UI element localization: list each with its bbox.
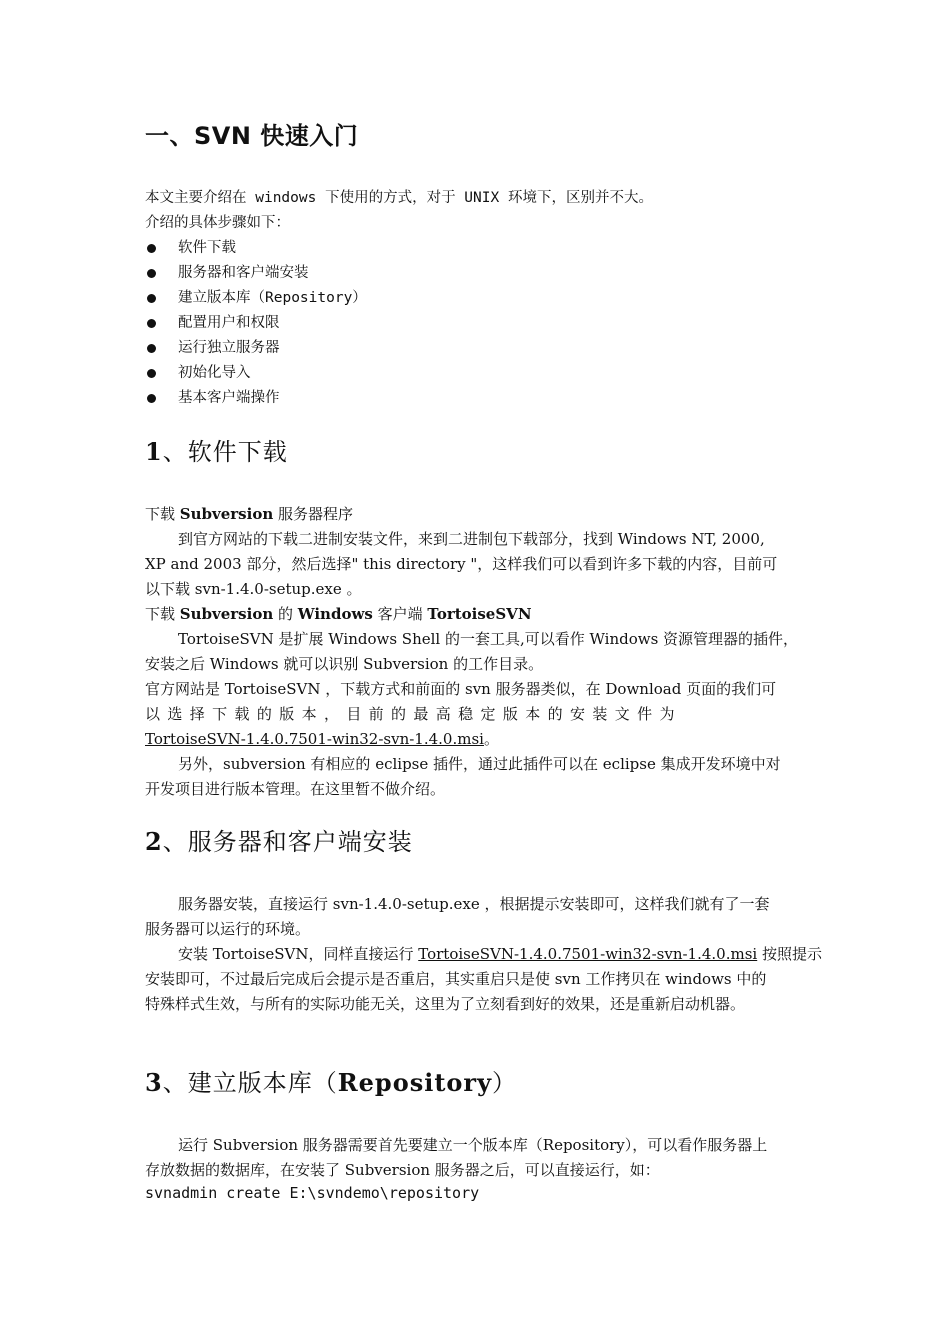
bullet-icon	[147, 394, 156, 403]
s2-para-2-line-2: 安装即可，不过最后完成后会提示是否重启，其实重启只是使 svn 工作拷贝在 windows 中的	[145, 970, 767, 988]
s1-download-server: 下载 Subversion 服务器程序	[145, 505, 354, 523]
s1-para-2-line-2: XP and 2003 部分，然后选择" this directory "，这样我们可以看到许多下载的内容，目前可	[145, 555, 778, 573]
intro-line-1: 本文主要介绍在 windows 下使用的方式，对于 UNIX 环境下，区别并不大。	[145, 190, 653, 206]
bullet-icon	[147, 319, 156, 328]
section-1-heading: 1、软件下载	[145, 437, 288, 466]
tortoisesvn-msi-link-2[interactable]: TortoiseSVN-1.4.0.7501-win32-svn-1.4.0.msi	[418, 945, 758, 963]
bullet-icon	[147, 244, 156, 253]
s2-para-2-line-3: 特殊样式生效，与所有的实际功能无关，这里为了立刻看到好的效果，还是重新启动机器。	[145, 995, 746, 1013]
s2-para-2-line-1: 安装 TortoiseSVN，同样直接运行 TortoiseSVN-1.4.0.7501-win32-svn-1.4.0.msi 按照提示	[178, 945, 822, 963]
s1-para-2-line-3: 以下载 svn-1.4.0-setup.exe 。	[145, 580, 362, 598]
s1-para-5-line-3: TortoiseSVN-1.4.0.7501-win32-svn-1.4.0.msi。	[145, 730, 499, 748]
bullet-icon	[147, 369, 156, 378]
s1-download-client: 下载 Subversion 的 Windows 客户端 TortoiseSVN	[145, 605, 532, 623]
section-2-heading: 2、服务器和客户端安装	[145, 827, 413, 856]
s1-para-4-line-1: TortoiseSVN 是扩展 Windows Shell 的一套工具,可以看作 Windows 资源管理器的插件，	[178, 630, 799, 648]
s3-para-1-line-2: 存放数据的数据库，在安装了 Subversion 服务器之后，可以直接运行，如：	[145, 1161, 660, 1179]
s1-para-2-line-1: 到官方网站的下载二进制安装文件，来到二进制包下载部分，找到 Windows NT, 2000,	[178, 530, 765, 548]
bullet-icon	[147, 344, 156, 353]
intro-line-2: 介绍的具体步骤如下：	[145, 215, 290, 231]
s1-para-6-line-1: 另外，subversion 有相应的 eclipse 插件，通过此插件可以在 eclipse 集成开发环境中对	[178, 755, 781, 773]
s1-para-4-line-2: 安装之后 Windows 就可以识别 Subversion 的工作目录。	[145, 655, 544, 673]
s1-para-6-line-2: 开发项目进行版本管理。在这里暂不做介绍。	[145, 780, 446, 798]
page-title: 一、SVN 快速入门	[145, 122, 359, 150]
s2-para-1-line-2: 服务器可以运行的环境。	[145, 920, 311, 938]
s3-para-1-line-1: 运行 Subversion 服务器需要首先要建立一个版本库（Repository），可以看作服务器上	[178, 1136, 768, 1154]
s1-para-5-line-2: 以 选 择 下 载 的 版 本 ， 目 前 的 最 高 稳 定 版 本 的 安 装 文 件 为	[145, 705, 676, 723]
section-3-heading: 3、建立版本库（Repository）	[145, 1068, 518, 1097]
bullet-icon	[147, 269, 156, 278]
bullet-icon	[147, 294, 156, 303]
tortoisesvn-msi-link[interactable]: TortoiseSVN-1.4.0.7501-win32-svn-1.4.0.msi	[145, 730, 484, 748]
s3-code-line: svnadmin create E:\svndemo\repository	[145, 1184, 480, 1202]
s2-para-1-line-1: 服务器安装，直接运行 svn-1.4.0-setup.exe ，根据提示安装即可，这样我们就有了一套	[178, 895, 770, 913]
s1-para-5-line-1: 官方网站是 TortoiseSVN ，下载方式和前面的 svn 服务器类似，在 Download 页面的我们可	[145, 680, 777, 698]
